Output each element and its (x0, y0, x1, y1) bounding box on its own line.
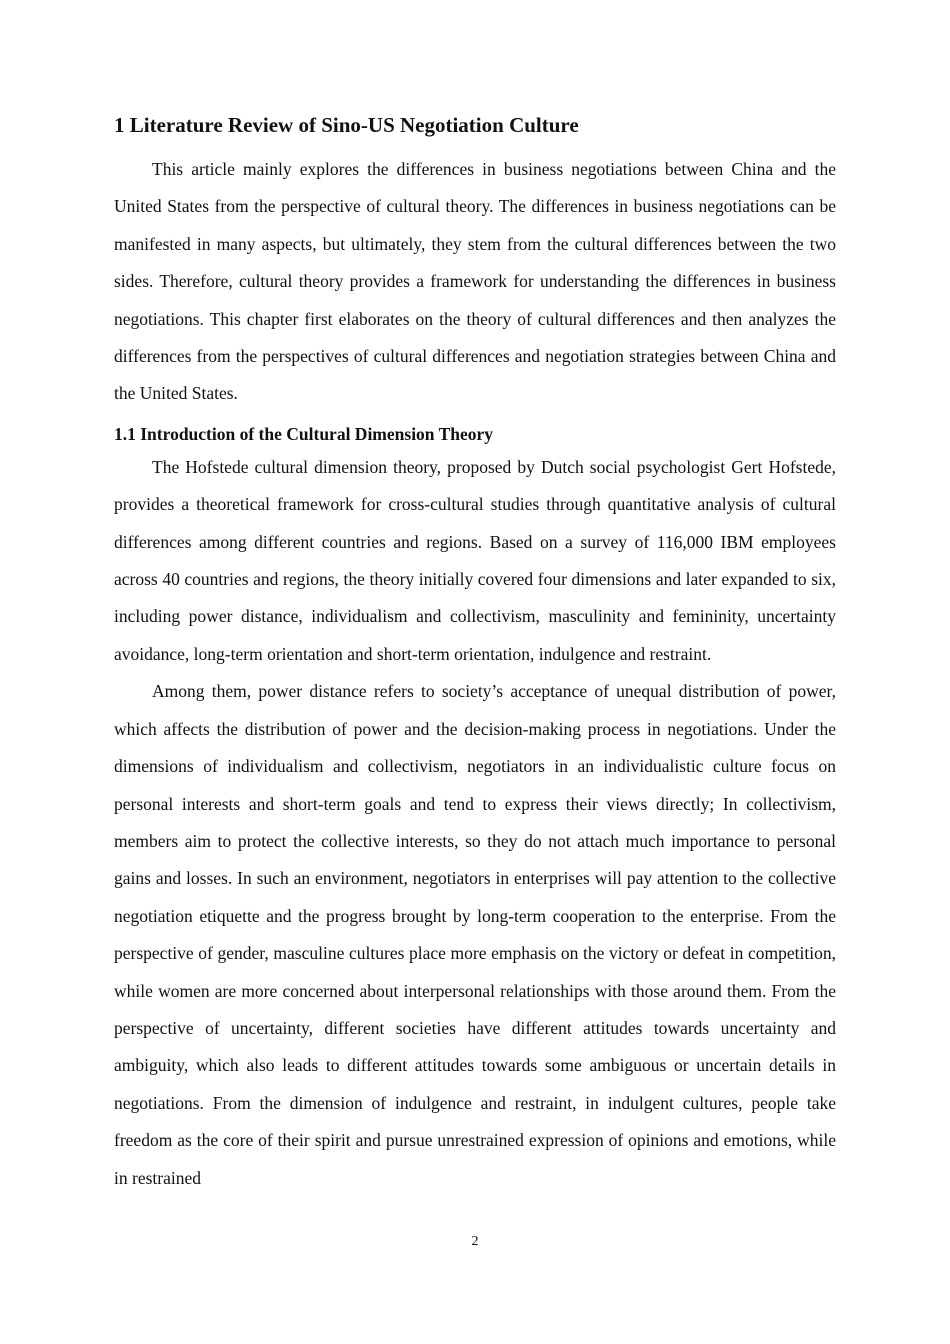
intro-paragraph: This article mainly explores the differences in business negotiations between China and the United States from the perspective of cultural theory. The differences in business negotiations can be manifested in many aspects, but ultimately, they stem from the cultural differences between the two sides. Therefore, cultural theory provides a framework for understanding the differences in business negotiations. This chapter first elaborates on the theory of cultural differences and then analyzes the differences from the perspectives of cultural differences and negotiation strategies between China and the United States. (114, 159, 836, 404)
chapter-title: 1 Literature Review of Sino-US Negotiation Culture (114, 113, 579, 137)
hofstede-paragraph: The Hofstede cultural dimension theory, proposed by Dutch social psychologist Gert Hofstede, provides a theoretical framework for cross-cultural studies through quantitative analysis of cultural differences among different countries and regions. Based on a survey of 116,000 IBM employees across 40 countries and regions, the theory initially covered four dimensions and later expanded to six, including power distance, individualism and collectivism, masculinity and femininity, uncertainty avoidance, long-term orientation and short-term orientation, indulgence and restraint. (114, 456, 836, 664)
dimensions-paragraph: Among them, power distance refers to society’s acceptance of unequal distribution of power, which affects the distribution of power and the decision-making process in negotiations. Under the dimensions of individualism and collectivism, negotiators in an individualistic culture focus on personal interests and short-term goals and tend to express their views directly; In collectivism, members aim to protect the collective interests, so they do not attach much importance to personal gains and losses. In such an environment, negotiators in enterprises will pay attention to the collective negotiation etiquette and the progress brought by long-term cooperation to the enterprise. From the perspective of gender, masculine cultures place more emphasis on the victory or defeat in competition, while women are more concerned about interpersonal relationships with those around them. From the perspective of uncertainty, different societies have different attitudes towards uncertainty and ambiguity, which also leads to different attitudes towards some ambiguous or uncertain details in negotiations. From the dimension of indulgence and restraint, in indulgent cultures, people take freedom as the core of their spirit and pursue unrestrained expression of opinions and emotions, while in restrained (114, 681, 836, 1188)
page-content (114, 112, 836, 1197)
section-title: 1.1 Introduction of the Cultural Dimension Theory (114, 423, 494, 444)
page-number: 2 (471, 1234, 479, 1249)
